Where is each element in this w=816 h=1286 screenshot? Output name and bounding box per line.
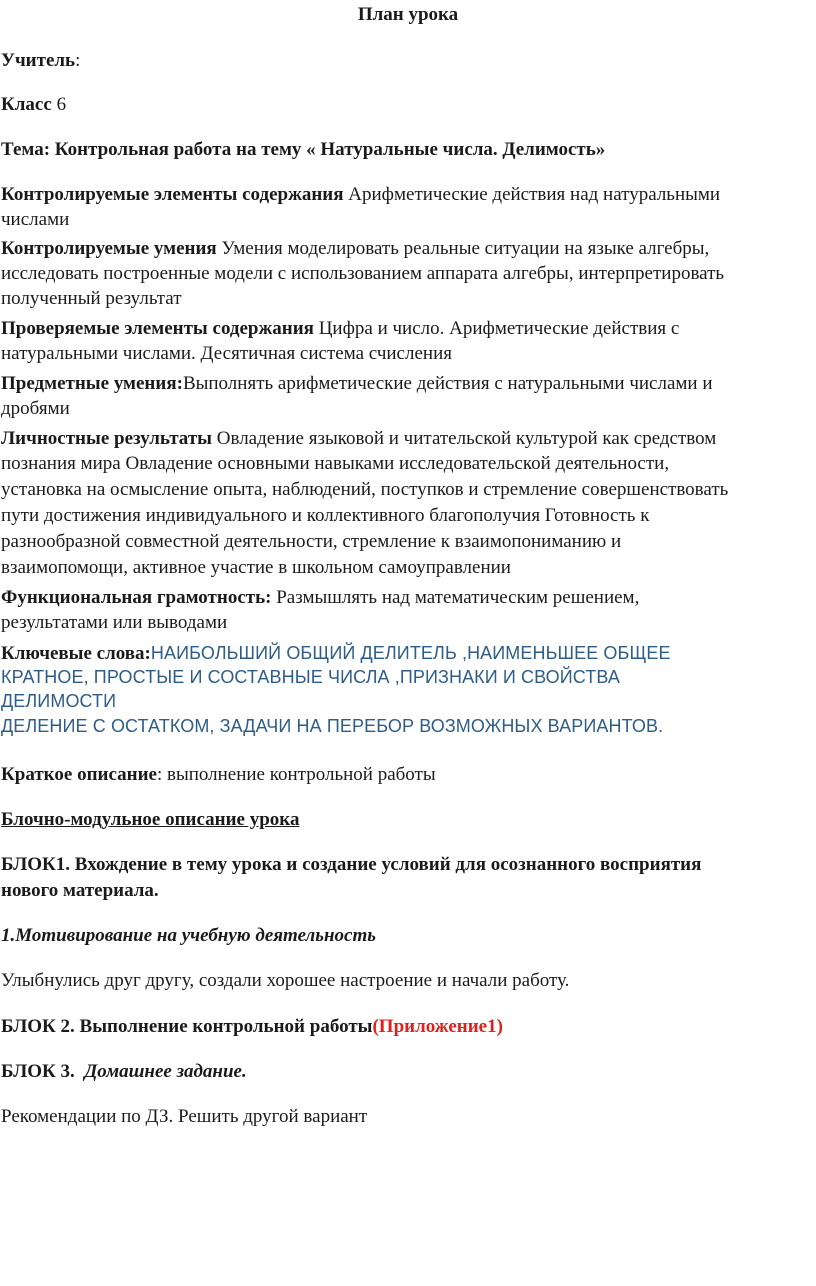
- teacher-colon: :: [75, 50, 81, 71]
- block1-line1: БЛОК1. Вхождение в тему урока и создание условий для осознанного восприятия: [1, 854, 702, 875]
- personal-results-line2: познания мира Овладение основными навыками исследовательской деятельности,: [1, 453, 670, 474]
- class-label: Класс: [1, 94, 52, 115]
- subject-skills-line1: [1, 371, 813, 397]
- appendix-reference: (Приложение1): [372, 1016, 503, 1037]
- functional-literacy-line1: [1, 585, 813, 611]
- subject-skills-label: Предметные умения:: [1, 373, 183, 394]
- keywords-line4: ДЕЛЕНИЕ С ОСТАТКОМ, ЗАДАЧИ НА ПЕРЕБОР ВОЗМОЖНЫХ ВАРИАНТОВ.: [1, 716, 664, 736]
- block2-heading: [1, 1014, 813, 1040]
- motivation-text: Улыбнулись друг другу, создали хорошее настроение и начали работу.: [1, 970, 570, 991]
- topic: Тема: Контрольная работа на тему « Натуральные числа. Делимость»: [1, 139, 606, 160]
- personal-results-line3: установка на осмысление опыта, наблюдений, поступков и стремление совершенствовать: [1, 479, 729, 500]
- controlled-skills-line1: [1, 236, 813, 262]
- functional-literacy-line2: результатами или выводами: [1, 612, 228, 633]
- block2-label: БЛОК 2. Выполнение контрольной работы: [1, 1016, 373, 1037]
- subject-skills-line2: дробями: [1, 398, 70, 419]
- checked-content-line2: натуральными числами. Десятичная система счисления: [1, 343, 452, 364]
- class-row: [1, 92, 813, 118]
- block3-label: БЛОК 3.: [1, 1061, 85, 1082]
- keywords-line3: ДЕЛИМОСТИ: [1, 691, 117, 711]
- personal-results-label: Личностные результаты: [1, 428, 212, 449]
- keywords-text: НАИБОЛЬШИЙ ОБЩИЙ ДЕЛИТЕЛЬ ,НАИМЕНЬШЕЕ ОБЩЕЕ: [150, 643, 671, 663]
- page-title: План урока: [357, 4, 459, 25]
- functional-literacy-text: Размышлять над математическим решением,: [271, 587, 640, 608]
- block1-line2: нового материала.: [1, 880, 159, 901]
- short-description-label: Краткое описание: [1, 764, 157, 785]
- controlled-skills-line2: исследовать построенные модели с использованием аппарата алгебры, интерпретировать: [1, 263, 725, 284]
- controlled-content-label: Контролируемые элементы содержания: [1, 184, 344, 205]
- personal-results-line1: [1, 426, 813, 452]
- motivation-heading: 1.Мотивирование на учебную деятельность: [1, 925, 376, 946]
- personal-results-text: Овладение языковой и читательской культурой как средством: [212, 428, 717, 449]
- block3-heading: [1, 1059, 813, 1085]
- teacher-label: Учитель: [1, 50, 76, 71]
- keywords-label: Ключевые слова:: [1, 643, 151, 664]
- controlled-content-text: Арифметические действия над натуральными: [343, 184, 721, 205]
- short-description: [1, 762, 813, 788]
- class-value: 6: [51, 94, 67, 115]
- controlled-skills-line3: полученный результат: [1, 288, 182, 309]
- homework-text: Рекомендации по ДЗ. Решить другой вариант: [1, 1106, 368, 1127]
- personal-results-line5: разнообразной совместной деятельности, стремление к взаимопониманию и: [1, 531, 622, 552]
- checked-content-label: Проверяемые элементы содержания: [1, 318, 314, 339]
- controlled-skills-label: Контролируемые умения: [1, 238, 217, 259]
- checked-content-line1: [1, 316, 813, 342]
- controlled-content-line2: числами: [1, 209, 70, 230]
- functional-literacy-label: Функциональная грамотность:: [1, 587, 272, 608]
- teacher-row: [1, 48, 813, 74]
- keywords-line2: КРАТНОЕ, ПРОСТЫЕ И СОСТАВНЫЕ ЧИСЛА ,ПРИЗНАКИ И СВОЙСТВА: [1, 667, 621, 687]
- personal-results-line6: взаимопомощи, активное участие в школьном самоуправлении: [1, 557, 511, 578]
- subject-skills-text: Выполнять арифметические действия с натуральными числами и: [182, 373, 713, 394]
- short-description-value: : выполнение контрольной работы: [156, 764, 436, 785]
- checked-content-text: Цифра и число. Арифметические действия с: [313, 318, 680, 339]
- block3-value: Домашнее задание.: [84, 1061, 247, 1082]
- block-description-heading: Блочно-модульное описание урока: [1, 809, 300, 830]
- personal-results-line4: пути достижения индивидуального и коллективного благополучия Готовность к: [1, 505, 650, 526]
- controlled-content-line1: [1, 182, 813, 208]
- controlled-skills-text: Умения моделировать реальные ситуации на языке алгебры,: [216, 238, 710, 259]
- keywords-line1: [1, 640, 813, 667]
